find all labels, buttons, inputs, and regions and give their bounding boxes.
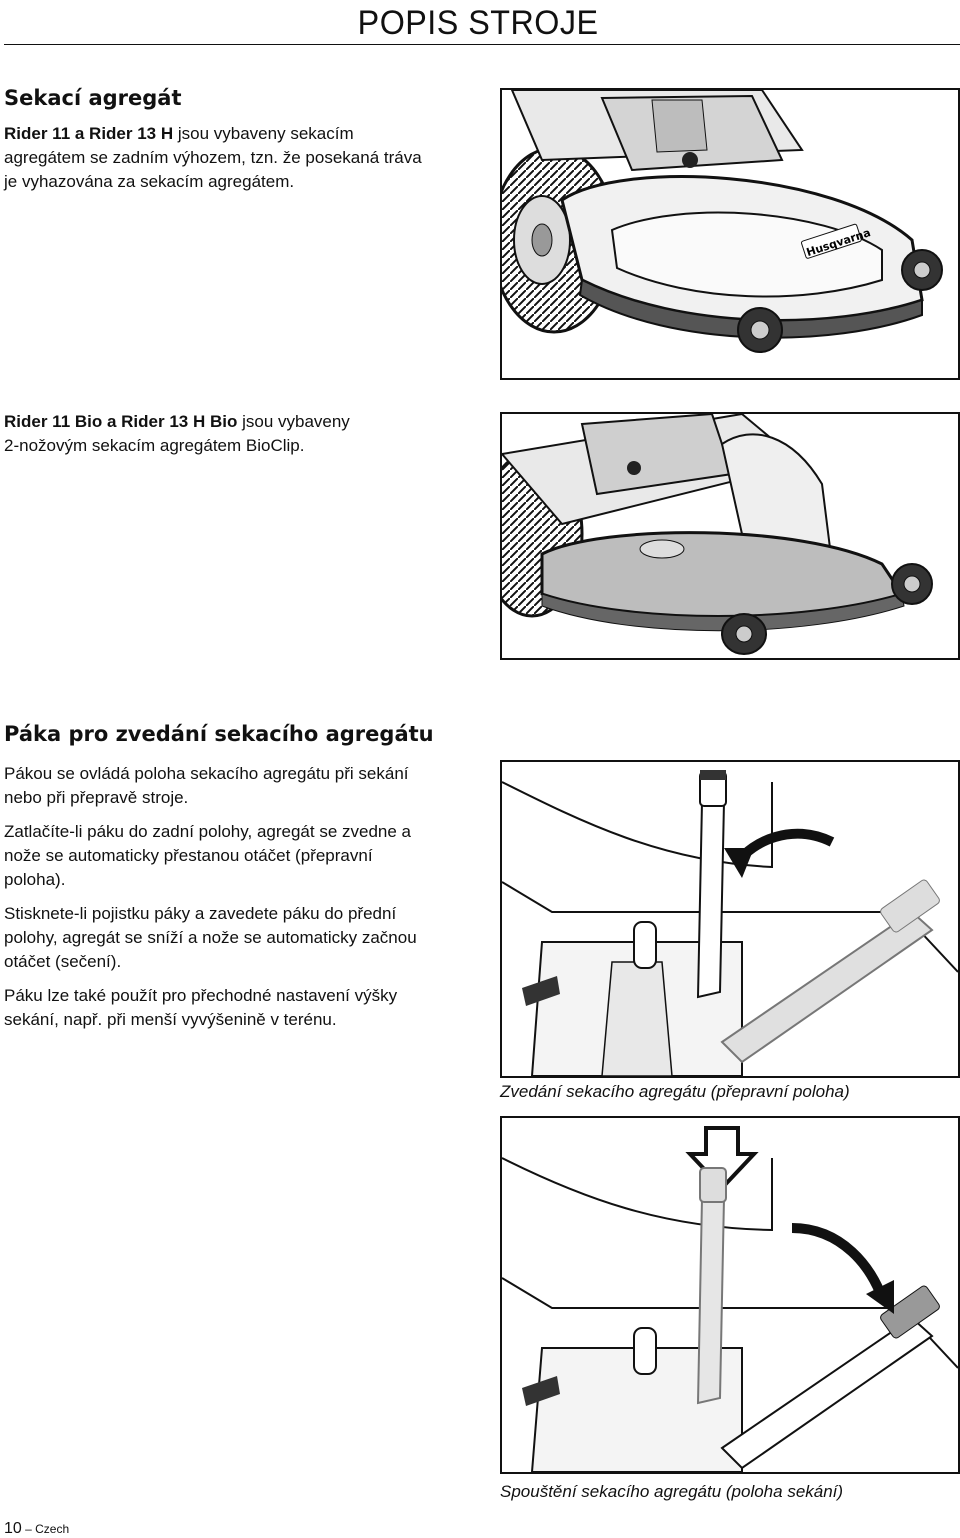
paragraph-line: poloha). — [4, 870, 66, 889]
model-names: Rider 11 Bio a Rider 13 H Bio — [4, 412, 238, 431]
page-title: POPIS STROJE — [357, 4, 598, 42]
paragraph-line: polohy, agregát se sníží a nože se automaticky začnou — [4, 928, 417, 947]
header-rule — [4, 44, 960, 45]
paragraph-lever-function — [4, 762, 474, 810]
figure-rear-discharge-mower — [500, 88, 960, 380]
paragraph-line: agregátem se zadním výhozem, tzn. že posekaná tráva — [4, 148, 422, 167]
caption-transport: Zvedání sekacího agregátu (přepravní poloha) — [500, 1082, 850, 1101]
paragraph-line: je vyhazována za sekacím agregátem. — [4, 172, 295, 191]
lever-raise-illustration — [502, 762, 958, 1076]
text-span: jsou vybaveny sekacím — [173, 124, 354, 143]
page-number: 10 — [4, 1520, 22, 1537]
paragraph-line: Páku lze také použít pro přechodné nastavení výšky — [4, 986, 398, 1005]
model-names: Rider 11 a Rider 13 H — [4, 124, 174, 143]
paragraph-line: Zatlačíte-li páku do zadní polohy, agregát se zvedne a — [4, 822, 411, 841]
paragraph-line: sekání, např. při menší vyvýšenině v terénu. — [4, 1010, 337, 1029]
mower-illustration — [502, 90, 958, 378]
paragraph-line — [4, 122, 474, 146]
mower-bioclip-illustration — [502, 414, 958, 658]
paragraph-line — [4, 410, 474, 434]
paragraph-line: otáčet (sečení). — [4, 952, 122, 971]
paragraph-temporary-height — [4, 984, 474, 1032]
language-label: – Czech — [21, 1522, 70, 1536]
figure-lever-cutting — [500, 1116, 960, 1474]
text-span: jsou vybaveny — [237, 412, 350, 431]
paragraph-rider-bio — [4, 410, 474, 458]
figure-lever-transport — [500, 760, 960, 1078]
paragraph-rider-11-13 — [4, 122, 474, 194]
paragraph-line: Pákou se ovládá poloha sekacího agregátu při sekání — [4, 764, 409, 783]
paragraph-line: Stisknete-li pojistku páky a zavedete páku do přední — [4, 904, 397, 923]
page-footer — [4, 1520, 69, 1538]
lever-lower-illustration — [502, 1118, 958, 1472]
section-heading-mower-deck: Sekací agregát — [4, 86, 182, 110]
paragraph-line: 2-nožovým sekacím agregátem BioClip. — [4, 436, 305, 455]
paragraph-line: nože se automaticky přestanou otáčet (přepravní — [4, 846, 373, 865]
brand-logo-text: Husqvarna — [804, 226, 873, 260]
paragraph-cutting-position — [4, 902, 474, 974]
figure-bioclip-mower — [500, 412, 960, 660]
paragraph-transport-position — [4, 820, 474, 892]
caption-cutting: Spouštění sekacího agregátu (poloha sekání) — [500, 1482, 844, 1501]
paragraph-line: nebo při přepravě stroje. — [4, 788, 189, 807]
section-heading-lift-lever: Páka pro zvedání sekacího agregátu — [4, 722, 434, 746]
